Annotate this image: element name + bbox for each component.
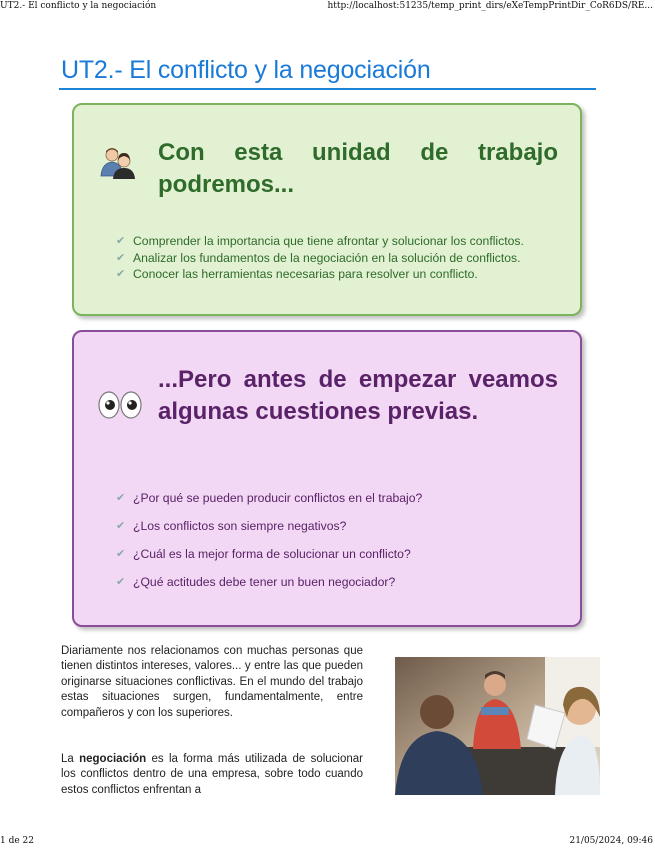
- list-item: [116, 574, 422, 590]
- check-icon: ✔: [116, 520, 126, 532]
- meeting-photo: [395, 657, 600, 795]
- check-icon: ✔: [116, 492, 126, 504]
- objectives-box: [72, 103, 582, 316]
- questions-list: [116, 490, 422, 602]
- print-header-title: UT2.- El conflicto y la negociación: [0, 1, 157, 11]
- check-icon: ✔: [116, 548, 126, 560]
- check-icon: ✔: [116, 251, 126, 264]
- list-item: [116, 546, 422, 562]
- paragraph-rest: es la forma más utilizada de solucionar los conflictos dentro de una empresa, sobre todo cuando estos conflictos enfrentan a: [61, 753, 363, 796]
- list-item-text: Conocer las herramientas necesarias para resolver un conflicto.: [133, 267, 478, 281]
- eyes-icon: [98, 390, 142, 420]
- list-item-text: ¿Por qué se pueden producir conflictos en el trabajo?: [133, 491, 423, 505]
- print-footer: [0, 834, 655, 848]
- page-counter: 1 de 22: [0, 836, 34, 846]
- list-item: [116, 233, 524, 250]
- print-header-url: http://localhost:51235/temp_print_dirs/eXeTempPrintDir_CoR6DS/RE...: [327, 1, 653, 11]
- print-header: [0, 0, 655, 14]
- objectives-list: [116, 233, 524, 283]
- list-item: [116, 518, 422, 534]
- list-item-text: ¿Los conflictos son siempre negativos?: [133, 519, 347, 533]
- list-item: [116, 266, 524, 283]
- list-item: [116, 490, 422, 506]
- people-icon: [99, 142, 137, 180]
- intro-paragraph: Diariamente nos relacionamos con muchas personas que tienen distintos intereses, valores... y entre las que pueden originarse situaciones conflictivas. En el mundo del trabajo estas situaciones surgen, fundamentalmente, entre compañeros y con los superiores.: [61, 645, 363, 719]
- negotiation-paragraph: [61, 752, 363, 798]
- objectives-heading: Con esta unidad de trabajo podremos...: [158, 139, 558, 198]
- questions-box: [72, 330, 582, 627]
- check-icon: ✔: [116, 576, 126, 588]
- paragraph-prefix: La: [61, 753, 80, 765]
- check-icon: ✔: [116, 235, 126, 247]
- list-item-text: Analizar los fundamentos de la negociación en la solución de conflictos.: [133, 250, 521, 265]
- page-title: UT2.- El conflicto y la negociación: [61, 56, 431, 84]
- print-timestamp: 21/05/2024, 09:46: [569, 836, 653, 846]
- list-item-text: ¿Qué actitudes debe tener un buen negociador?: [133, 575, 396, 589]
- questions-heading: ...Pero antes de empezar veamos algunas cuestiones previas.: [158, 366, 558, 425]
- list-item-text: Comprender la importancia que tiene afrontar y solucionar los conflictos.: [133, 234, 524, 248]
- list-item-text: ¿Cuál es la mejor forma de solucionar un conflicto?: [133, 547, 411, 561]
- check-icon: ✔: [116, 268, 126, 280]
- list-item: [116, 250, 524, 267]
- title-divider: [59, 88, 596, 90]
- negotiation-term: negociación: [79, 753, 147, 765]
